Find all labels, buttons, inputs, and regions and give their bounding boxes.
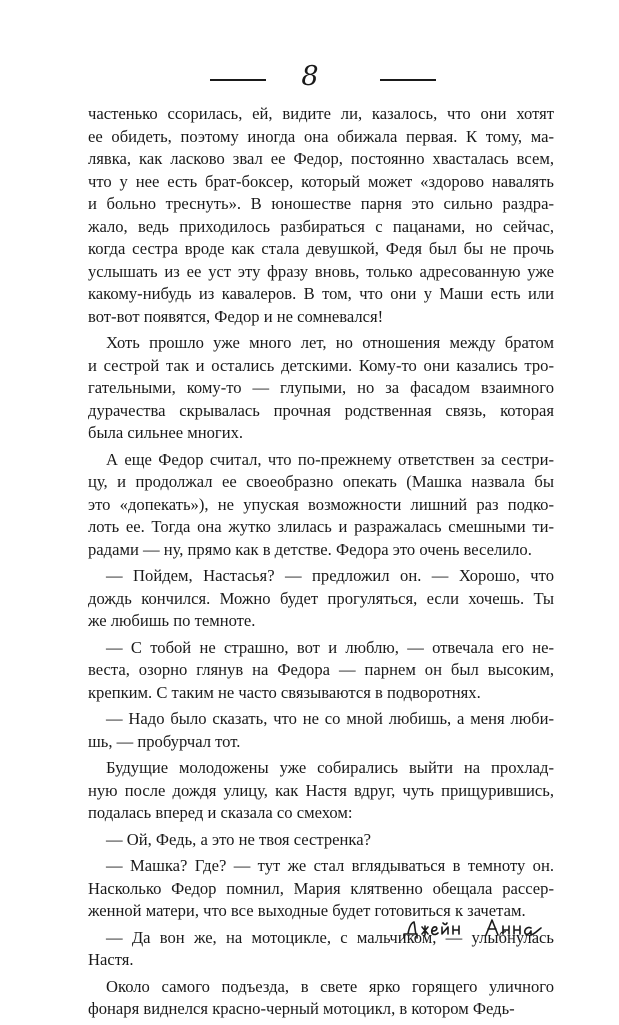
paragraph xyxy=(88,637,554,705)
paragraph xyxy=(88,103,554,328)
paragraph xyxy=(88,332,554,445)
text-line: женной матери, что все выходные будет готовиться к зачетам. xyxy=(88,901,526,920)
text-line: — С тобой не страшно, вот и люблю, — отвечала его не- xyxy=(106,637,554,657)
text-line: гательными, кому-то — глупыми, но за фасадом взаимного xyxy=(88,378,554,397)
paragraph xyxy=(88,565,554,633)
header-rule-left xyxy=(210,79,266,81)
text-line: Настя. xyxy=(88,950,134,969)
text-line: ную после дождя улицу, как Настя вдруг, чуть прищурившись, xyxy=(88,780,554,800)
text-line: ее обидеть, поэтому иногда она обижала первая. К тому, ма- xyxy=(88,126,554,146)
text-line: веста, озорно глянув на Федора — парнем он был высоким, xyxy=(88,660,554,679)
text-line: — Надо было сказать, что не со мной любишь, а меня люби- xyxy=(106,709,554,728)
page-header xyxy=(0,60,619,96)
author-signature xyxy=(400,912,570,946)
body-text xyxy=(88,103,554,1025)
page-number: 8 xyxy=(301,61,319,92)
text-line: Будущие молодожены уже собирались выйти на прохлад- xyxy=(106,758,554,777)
paragraph xyxy=(88,829,554,852)
text-line: и больно треснуть». В юношестве парня это сильно раздра- xyxy=(88,194,554,213)
text-line: лоть ее. Тогда она жутко злилась и разражалась смешными ти- xyxy=(88,517,554,536)
text-line: же любишь по темноте. xyxy=(88,611,256,630)
text-line: Хоть прошло уже много лет, но отношения между братом xyxy=(106,333,554,352)
text-line: вот-вот появятся, Федор и не сомневался! xyxy=(88,306,384,326)
text-line: цу, и продолжал ее своеобразно опекать (Машка назвала бы xyxy=(88,472,554,491)
paragraph xyxy=(88,976,554,1021)
text-line: крепким. С таким не часто связываются в подворотнях. xyxy=(88,682,481,702)
text-line: Насколько Федор помнил, Мария клятвенно обещала рассер- xyxy=(88,878,554,898)
text-line: — Пойдем, Настасья? — предложил он. — Хорошо, что xyxy=(106,566,554,585)
text-line: услышать из ее уст эту фразу вновь, только адресованную уже xyxy=(88,261,554,281)
text-line: какому-нибудь из кавалеров. В том, что они у Маши есть или xyxy=(88,284,554,303)
text-line: фонаря виднелся красно-черный мотоцикл, в котором Федь- xyxy=(88,999,515,1018)
text-line: дождь кончился. Можно будет прогуляться, если хочешь. Ты xyxy=(88,588,554,608)
text-line: лявка, как ласково звал ее Федор, постоянно хвасталась всем, xyxy=(88,149,554,168)
text-line: жало, ведь приходилось разбираться с пацанами, но сейчас, xyxy=(88,216,554,236)
text-line: что у нее есть брат-боксер, который может «здорово навалять xyxy=(88,171,554,191)
text-line: А еще Федор считал, что по-прежнему ответствен за сестри- xyxy=(106,449,554,469)
paragraph xyxy=(88,708,554,753)
text-line: частенько ссорилась, ей, видите ли, казалось, что они хотят xyxy=(88,104,554,123)
text-line: была сильнее многих. xyxy=(88,423,244,442)
paragraph xyxy=(88,757,554,825)
text-line: — Ой, Федь, а это не твоя сестренка? xyxy=(106,829,371,849)
text-line: шь, — пробурчал тот. xyxy=(88,731,241,751)
paragraph xyxy=(88,449,554,562)
author-signature-text xyxy=(400,912,570,946)
text-line: — Машка? Где? — тут же стал вглядываться в темноту он. xyxy=(106,856,554,875)
text-line: когда сестра вроде как стала девушкой, Федя был бы не прочь xyxy=(88,239,554,258)
text-line: Около самого подъезда, в свете ярко горящего уличного xyxy=(106,976,554,996)
text-line: — Да вон же, на мотоцикле, с мальчиком, — улыбнулась xyxy=(106,927,554,947)
text-line: подалась вперед и сказала со смехом: xyxy=(88,803,353,822)
header-rule-right xyxy=(380,79,436,81)
text-line: радами — ну, прямо как в детстве. Федора это очень веселило. xyxy=(88,539,532,559)
text-line: дурачества скрывалась прочная родственная связь, которая xyxy=(88,400,554,420)
text-line: это «допекать»), не упуская возможности лишний раз подко- xyxy=(88,494,554,514)
text-line: и сестрой так и остались детскими. Кому-то они казались тро- xyxy=(88,355,554,375)
